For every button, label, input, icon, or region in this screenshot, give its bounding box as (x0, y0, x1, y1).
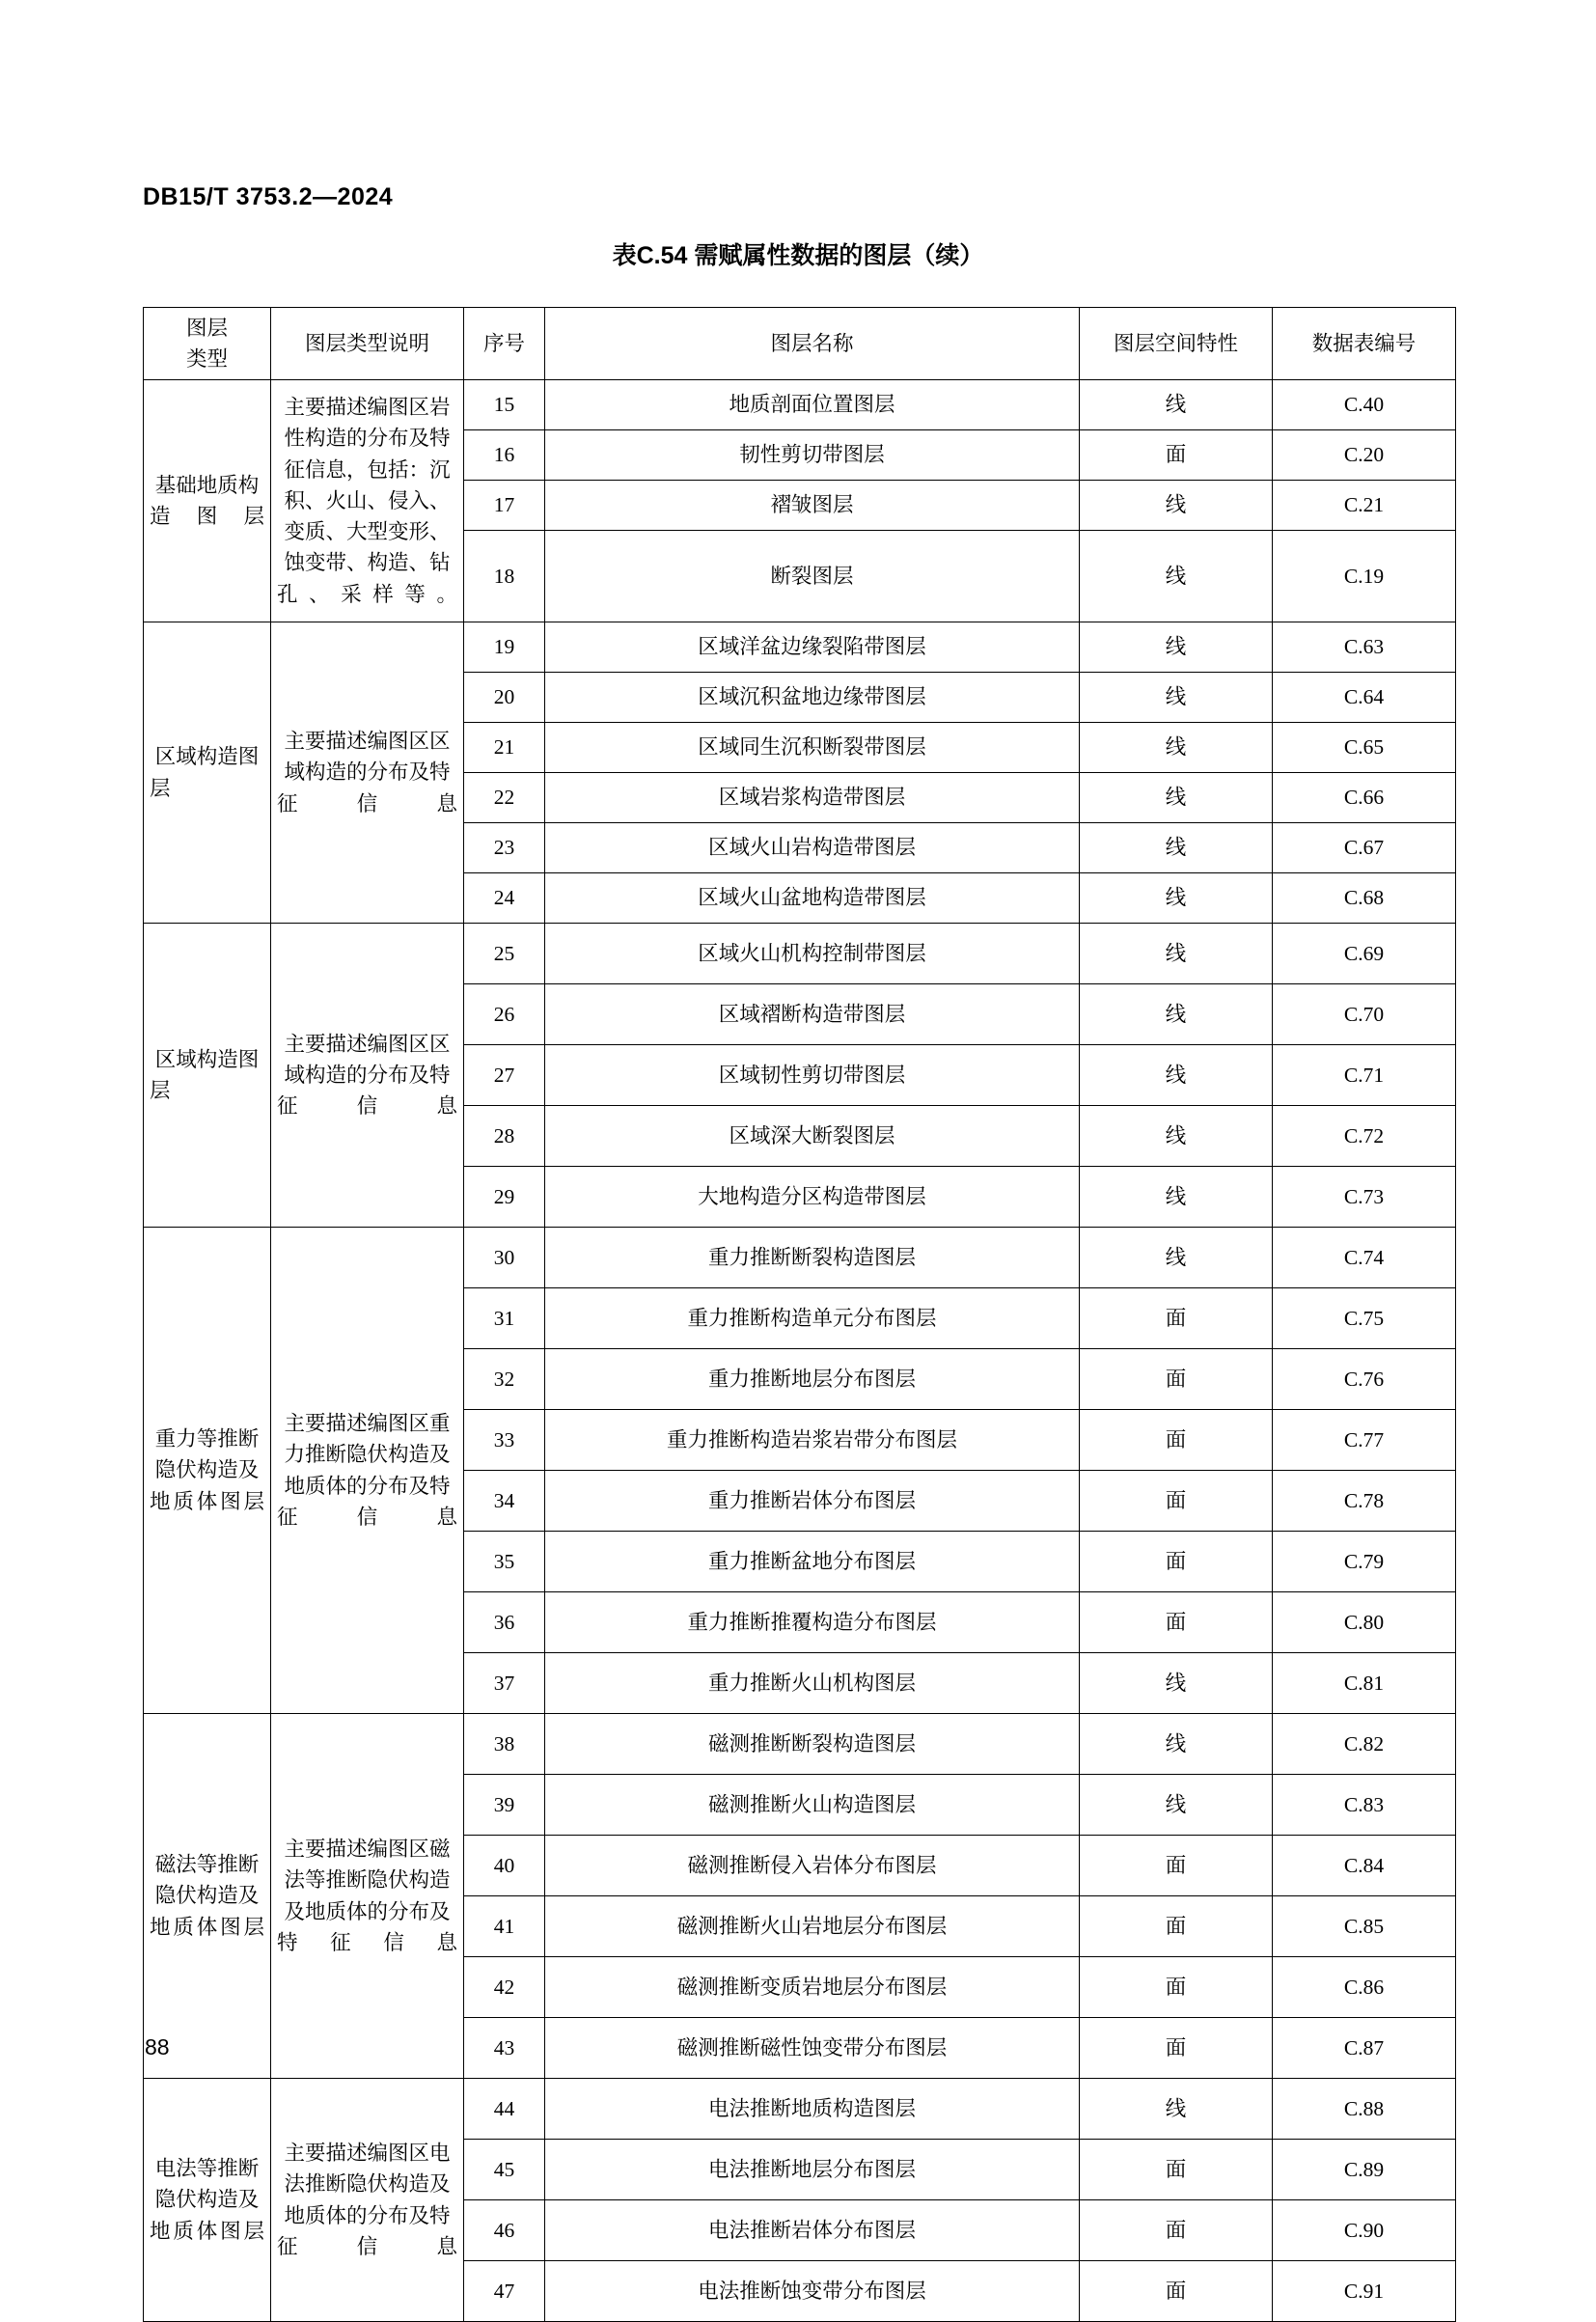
row-table-no: C.19 (1273, 531, 1456, 622)
row-layer-name: 磁测推断磁性蚀变带分布图层 (545, 2018, 1080, 2079)
row-table-no: C.21 (1273, 481, 1456, 531)
row-layer-name: 区域火山机构控制带图层 (545, 924, 1080, 984)
row-table-no: C.72 (1273, 1106, 1456, 1167)
row-spatial: 线 (1080, 380, 1273, 430)
row-layer-name: 韧性剪切带图层 (545, 430, 1080, 481)
row-number: 29 (464, 1167, 545, 1228)
row-table-no: C.75 (1273, 1288, 1456, 1349)
row-table-no: C.79 (1273, 1532, 1456, 1592)
row-spatial: 线 (1080, 924, 1273, 984)
row-table-no: C.63 (1273, 622, 1456, 673)
group-category: 区域构造图层 (144, 924, 271, 1228)
table-header (144, 308, 1456, 380)
row-table-no: C.82 (1273, 1714, 1456, 1775)
row-spatial: 线 (1080, 531, 1273, 622)
row-number: 38 (464, 1714, 545, 1775)
row-number: 34 (464, 1471, 545, 1532)
row-layer-name: 断裂图层 (545, 531, 1080, 622)
row-number: 36 (464, 1592, 545, 1653)
row-layer-name: 区域洋盆边缘裂陷带图层 (545, 622, 1080, 673)
row-spatial: 线 (1080, 1045, 1273, 1106)
row-table-no: C.65 (1273, 723, 1456, 773)
row-table-no: C.67 (1273, 823, 1456, 873)
row-spatial: 面 (1080, 1410, 1273, 1471)
row-table-no: C.70 (1273, 984, 1456, 1045)
group-description: 主要描述编图区区域构造的分布及特征信息 (271, 924, 464, 1228)
row-layer-name: 区域沉积盆地边缘带图层 (545, 673, 1080, 723)
row-number: 16 (464, 430, 545, 481)
group-description: 主要描述编图区磁法等推断隐伏构造及地质体的分布及特征信息 (271, 1714, 464, 2079)
column-header-spatial: 图层空间特性 (1080, 308, 1273, 380)
row-layer-name: 区域同生沉积断裂带图层 (545, 723, 1080, 773)
table-body (144, 380, 1456, 2322)
row-spatial: 线 (1080, 2079, 1273, 2140)
row-number: 45 (464, 2140, 545, 2200)
row-spatial: 线 (1080, 481, 1273, 531)
row-table-no: C.64 (1273, 673, 1456, 723)
row-number: 25 (464, 924, 545, 984)
row-number: 19 (464, 622, 545, 673)
row-table-no: C.91 (1273, 2261, 1456, 2322)
row-layer-name: 重力推断火山机构图层 (545, 1653, 1080, 1714)
row-table-no: C.66 (1273, 773, 1456, 823)
table-header-row (144, 308, 1456, 380)
layers-table (143, 307, 1456, 2322)
table-row (144, 924, 1456, 984)
row-table-no: C.87 (1273, 2018, 1456, 2079)
row-spatial: 线 (1080, 1714, 1273, 1775)
row-layer-name: 磁测推断火山岩地层分布图层 (545, 1896, 1080, 1957)
group-category: 区域构造图层 (144, 622, 271, 924)
group-description: 主要描述编图区岩性构造的分布及特征信息，包括：沉积、火山、侵入、变质、大型变形、蚀变带、构造、钻孔、采样等。 (271, 380, 464, 622)
row-layer-name: 电法推断地质构造图层 (545, 2079, 1080, 2140)
row-spatial: 面 (1080, 2261, 1273, 2322)
row-table-no: C.86 (1273, 1957, 1456, 2018)
row-number: 24 (464, 873, 545, 924)
row-table-no: C.83 (1273, 1775, 1456, 1836)
row-table-no: C.77 (1273, 1410, 1456, 1471)
row-spatial: 线 (1080, 723, 1273, 773)
row-table-no: C.89 (1273, 2140, 1456, 2200)
row-number: 42 (464, 1957, 545, 2018)
group-category: 电法等推断隐伏构造及地质体图层 (144, 2079, 271, 2322)
row-layer-name: 重力推断断裂构造图层 (545, 1228, 1080, 1288)
table-container (143, 307, 1455, 2322)
row-number: 22 (464, 773, 545, 823)
row-spatial: 面 (1080, 1957, 1273, 2018)
group-description: 主要描述编图区区域构造的分布及特征信息 (271, 622, 464, 924)
row-table-no: C.68 (1273, 873, 1456, 924)
row-number: 41 (464, 1896, 545, 1957)
row-layer-name: 重力推断推覆构造分布图层 (545, 1592, 1080, 1653)
row-layer-name: 区域火山盆地构造带图层 (545, 873, 1080, 924)
group-category: 磁法等推断隐伏构造及地质体图层 (144, 1714, 271, 2079)
row-number: 30 (464, 1228, 545, 1288)
row-table-no: C.88 (1273, 2079, 1456, 2140)
page-footer-number: 88 (145, 2034, 170, 2059)
row-table-no: C.80 (1273, 1592, 1456, 1653)
row-layer-name: 区域韧性剪切带图层 (545, 1045, 1080, 1106)
row-spatial: 线 (1080, 622, 1273, 673)
row-number: 26 (464, 984, 545, 1045)
column-header-category-line1: 图层 (185, 316, 228, 340)
row-spatial: 线 (1080, 1775, 1273, 1836)
row-table-no: C.71 (1273, 1045, 1456, 1106)
row-spatial: 面 (1080, 1532, 1273, 1592)
table-row (144, 1714, 1456, 1775)
row-number: 32 (464, 1349, 545, 1410)
row-number: 33 (464, 1410, 545, 1471)
row-spatial: 面 (1080, 1288, 1273, 1349)
row-spatial: 线 (1080, 1653, 1273, 1714)
row-table-no: C.40 (1273, 380, 1456, 430)
row-table-no: C.90 (1273, 2200, 1456, 2261)
column-header-table-no: 数据表编号 (1273, 308, 1456, 380)
row-layer-name: 地质剖面位置图层 (545, 380, 1080, 430)
row-layer-name: 磁测推断火山构造图层 (545, 1775, 1080, 1836)
row-table-no: C.81 (1273, 1653, 1456, 1714)
row-spatial: 面 (1080, 1349, 1273, 1410)
row-number: 31 (464, 1288, 545, 1349)
page-header-standard-code: DB15/T 3753.2—2024 (143, 183, 394, 210)
row-number: 23 (464, 823, 545, 873)
column-header-category (144, 308, 271, 380)
row-number: 20 (464, 673, 545, 723)
row-number: 15 (464, 380, 545, 430)
row-number: 44 (464, 2079, 545, 2140)
row-spatial: 面 (1080, 2018, 1273, 2079)
row-spatial: 线 (1080, 873, 1273, 924)
row-layer-name: 重力推断构造单元分布图层 (545, 1288, 1080, 1349)
group-description: 主要描述编图区电法推断隐伏构造及地质体的分布及特征信息 (271, 2079, 464, 2322)
row-spatial: 线 (1080, 773, 1273, 823)
row-spatial: 线 (1080, 673, 1273, 723)
row-table-no: C.73 (1273, 1167, 1456, 1228)
table-row (144, 1228, 1456, 1288)
row-number: 43 (464, 2018, 545, 2079)
row-layer-name: 重力推断地层分布图层 (545, 1349, 1080, 1410)
table-title: 表C.54 需赋属性数据的图层（续） (612, 242, 984, 269)
row-layer-name: 区域岩浆构造带图层 (545, 773, 1080, 823)
column-header-description: 图层类型说明 (271, 308, 464, 380)
row-number: 47 (464, 2261, 545, 2322)
row-table-no: C.85 (1273, 1896, 1456, 1957)
row-number: 46 (464, 2200, 545, 2261)
group-category: 重力等推断隐伏构造及地质体图层 (144, 1228, 271, 1714)
group-description: 主要描述编图区重力推断隐伏构造及地质体的分布及特征信息 (271, 1228, 464, 1714)
row-table-no: C.78 (1273, 1471, 1456, 1532)
row-number: 18 (464, 531, 545, 622)
row-spatial: 面 (1080, 1836, 1273, 1896)
row-spatial: 面 (1080, 1592, 1273, 1653)
row-layer-name: 电法推断岩体分布图层 (545, 2200, 1080, 2261)
row-table-no: C.74 (1273, 1228, 1456, 1288)
row-layer-name: 重力推断岩体分布图层 (545, 1471, 1080, 1532)
row-table-no: C.69 (1273, 924, 1456, 984)
row-number: 35 (464, 1532, 545, 1592)
row-spatial: 面 (1080, 430, 1273, 481)
row-spatial: 线 (1080, 1167, 1273, 1228)
row-layer-name: 电法推断地层分布图层 (545, 2140, 1080, 2200)
row-layer-name: 区域褶断构造带图层 (545, 984, 1080, 1045)
column-header-category-line2: 类型 (185, 347, 228, 371)
row-layer-name: 重力推断构造岩浆岩带分布图层 (545, 1410, 1080, 1471)
row-layer-name: 磁测推断断裂构造图层 (545, 1714, 1080, 1775)
row-layer-name: 区域深大断裂图层 (545, 1106, 1080, 1167)
row-number: 27 (464, 1045, 545, 1106)
row-spatial: 线 (1080, 823, 1273, 873)
row-layer-name: 重力推断盆地分布图层 (545, 1532, 1080, 1592)
table-row (144, 622, 1456, 673)
column-header-number: 序号 (464, 308, 545, 380)
row-table-no: C.84 (1273, 1836, 1456, 1896)
row-table-no: C.76 (1273, 1349, 1456, 1410)
row-layer-name: 磁测推断变质岩地层分布图层 (545, 1957, 1080, 2018)
row-number: 21 (464, 723, 545, 773)
row-spatial: 面 (1080, 2200, 1273, 2261)
table-row (144, 380, 1456, 430)
row-spatial: 线 (1080, 1106, 1273, 1167)
row-number: 17 (464, 481, 545, 531)
row-number: 40 (464, 1836, 545, 1896)
row-spatial: 线 (1080, 984, 1273, 1045)
row-layer-name: 区域火山岩构造带图层 (545, 823, 1080, 873)
group-category: 基础地质构造图层 (144, 380, 271, 622)
row-spatial: 面 (1080, 1896, 1273, 1957)
row-layer-name: 褶皱图层 (545, 481, 1080, 531)
row-spatial: 面 (1080, 1471, 1273, 1532)
column-header-name: 图层名称 (545, 308, 1080, 380)
row-spatial: 线 (1080, 1228, 1273, 1288)
row-number: 37 (464, 1653, 545, 1714)
row-spatial: 面 (1080, 2140, 1273, 2200)
row-layer-name: 电法推断蚀变带分布图层 (545, 2261, 1080, 2322)
row-layer-name: 大地构造分区构造带图层 (545, 1167, 1080, 1228)
row-table-no: C.20 (1273, 430, 1456, 481)
row-number: 39 (464, 1775, 545, 1836)
table-row (144, 2079, 1456, 2140)
row-layer-name: 磁测推断侵入岩体分布图层 (545, 1836, 1080, 1896)
row-number: 28 (464, 1106, 545, 1167)
